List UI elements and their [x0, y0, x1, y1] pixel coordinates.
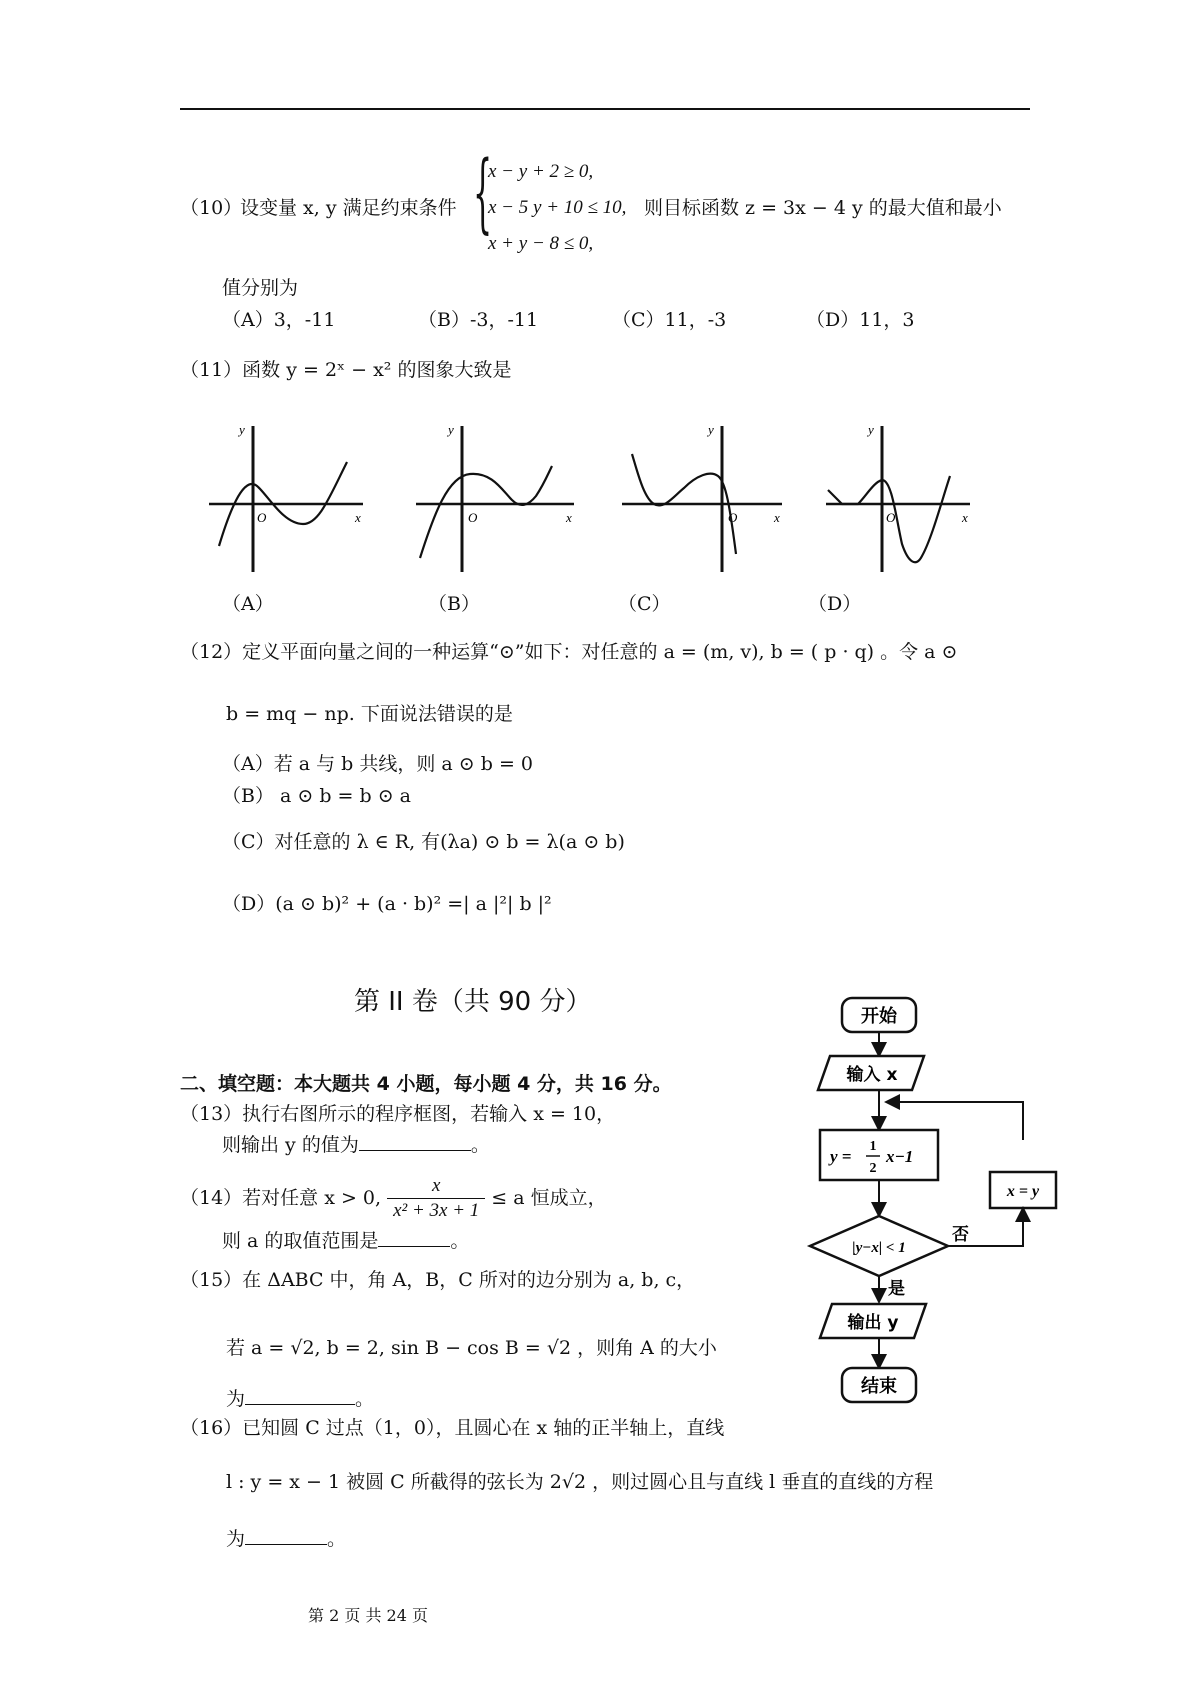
- q11-graph-a-origin: O: [257, 510, 267, 525]
- q14-fraction-numerator: x: [387, 1174, 485, 1199]
- q11-graph-b: [412, 418, 582, 576]
- q16-line1: （16）已知圆 C 过点（1，0），且圆心在 x 轴的正半轴上，直线: [180, 1417, 725, 1439]
- section2-title: 二、填空题：本大题共 4 小题，每小题 4 分，共 16 分。: [180, 1073, 672, 1095]
- q15-line1: （15）在 ΔABC 中，角 A，B，C 所对的边分别为 a, b, c，: [180, 1269, 696, 1291]
- flowchart-start-label: 开始: [861, 1006, 897, 1027]
- q14-fraction-denominator: x² + 3x + 1: [393, 1199, 480, 1221]
- q14-fraction: [387, 1174, 485, 1223]
- flowchart-end-label: 结束: [861, 1376, 897, 1397]
- q11-graph-a: [205, 418, 375, 576]
- q10-constraint-3: x + y − 8 ≤ 0,: [488, 233, 594, 254]
- flowchart: [800, 992, 1080, 1414]
- q11-label-c: （C）: [618, 593, 671, 615]
- q11-text: （11）函数 y = 2ˣ − x² 的图象大致是: [180, 359, 512, 381]
- q10-constraint-2: x − 5 y + 10 ≤ 10,: [488, 197, 627, 218]
- flowchart-assign-label: x = y: [1006, 1183, 1040, 1200]
- q13-line2: [222, 1132, 490, 1157]
- q11-graph-b-origin: O: [468, 510, 478, 525]
- q14-answer-blank: [378, 1228, 450, 1247]
- q11-graph-c: [618, 418, 788, 576]
- q15-line3: [226, 1386, 374, 1411]
- flowchart-process-num: 1: [869, 1139, 877, 1154]
- q10-number: （10）: [180, 197, 243, 219]
- q14-prefix: （14）若对任意 x > 0,: [180, 1187, 382, 1209]
- q11-label-d: （D）: [808, 593, 862, 615]
- q10-option-b: （B）-3，-11: [418, 309, 539, 331]
- q12-option-c: （C）对任意的 λ ∈ R, 有(λa) ⊙ b = λ(a ⊙ b): [222, 831, 625, 853]
- q10-brace: {: [473, 143, 493, 243]
- q14-suffix: ≤ a 恒成立，: [491, 1187, 607, 1209]
- q11-graph-a-x-label: x: [355, 510, 361, 525]
- q11-graph-a-y-label: y: [239, 422, 245, 437]
- q11-graph-d: [822, 418, 992, 576]
- q12-option-a: （A）若 a 与 b 共线，则 a ⊙ b = 0: [222, 753, 533, 775]
- q13-answer-blank: [359, 1132, 471, 1151]
- q16-line3-prefix: 为: [226, 1528, 246, 1550]
- q13-line1: （13）执行右图所示的程序框图，若输入 x = 10，: [180, 1103, 616, 1125]
- q11-graph-c-y-label: y: [708, 422, 714, 437]
- flowchart-process-lhs: y =: [830, 1147, 852, 1166]
- q11-graph-b-x-label: x: [566, 510, 572, 525]
- part2-title: 第 II 卷（共 90 分）: [354, 987, 592, 1017]
- flowchart-yes-label: 是: [888, 1279, 905, 1299]
- q15-answer-blank: [245, 1386, 355, 1405]
- q12-option-b: （B） a ⊙ b = b ⊙ a: [222, 785, 411, 807]
- q10-suffix: 则目标函数 z = 3x − 4 y 的最大值和最小: [644, 197, 1002, 219]
- q11-graph-d-y-label: y: [868, 422, 874, 437]
- flowchart-output-label: 输出 y: [847, 1313, 899, 1333]
- q16-line3-suffix: 。: [327, 1528, 347, 1550]
- q16-line2: l : y = x − 1 被圆 C 所截得的弦长为 2√2 ，则过圆心且与直线 l 垂直的直线的方程: [226, 1471, 934, 1493]
- q11-graph-b-y-label: y: [448, 422, 454, 437]
- flowchart-process-rhs: x−1: [886, 1147, 914, 1166]
- q11-graph-c-origin: O: [728, 510, 738, 525]
- q10-continuation: 值分别为: [222, 277, 299, 299]
- q11-graph-c-x-label: x: [774, 510, 780, 525]
- q14-line1: [180, 1168, 607, 1228]
- q10-option-a: （A）3，-11: [222, 309, 336, 331]
- flowchart-input-label: 输入 x: [846, 1065, 898, 1085]
- q12-option-d: （D）(a ⊙ b)² + (a · b)² =| a |²| b |²: [222, 893, 552, 915]
- q10-option-c: （C）11，-3: [612, 309, 727, 331]
- q13-line2-prefix: 则输出 y 的值为: [222, 1134, 359, 1156]
- q10-option-d: （D）11，3: [806, 309, 915, 331]
- header-rule: [180, 108, 1030, 110]
- q10-constraint-1: x − y + 2 ≥ 0,: [488, 161, 594, 182]
- q15-line3-suffix: 。: [355, 1388, 375, 1410]
- q15-line2: 若 a = √2, b = 2, sin B − cos B = √2 ，则角 A 的大小: [226, 1337, 717, 1359]
- q15-line3-prefix: 为: [226, 1388, 246, 1410]
- flowchart-no-label: 否: [952, 1225, 969, 1245]
- q11-graph-d-x-label: x: [962, 510, 968, 525]
- q14-line2: [222, 1228, 469, 1253]
- q11-label-b: （B）: [428, 593, 480, 615]
- page-footer: 第 2 页 共 24 页: [308, 1606, 428, 1625]
- q11-label-a: （A）: [222, 593, 274, 615]
- q16-line3: [226, 1526, 346, 1551]
- q16-answer-blank: [245, 1526, 327, 1545]
- q14-line2-prefix: 则 a 的取值范围是: [222, 1230, 379, 1252]
- q12-line1: （12）定义平面向量之间的一种运算“⊙”如下：对任意的 a = (m, v), b = ( p · q) 。令 a ⊙: [180, 641, 958, 663]
- q11-graph-d-origin: O: [886, 510, 896, 525]
- q14-line2-suffix: 。: [450, 1230, 470, 1252]
- flowchart-process-den: 2: [869, 1161, 877, 1176]
- q10-prefix: 设变量 x, y 满足约束条件: [240, 197, 457, 219]
- q13-line2-suffix: 。: [470, 1134, 490, 1156]
- q12-line2: b = mq − np. 下面说法错误的是: [226, 703, 513, 725]
- flowchart-decision-label: |y−x| < 1: [852, 1240, 906, 1256]
